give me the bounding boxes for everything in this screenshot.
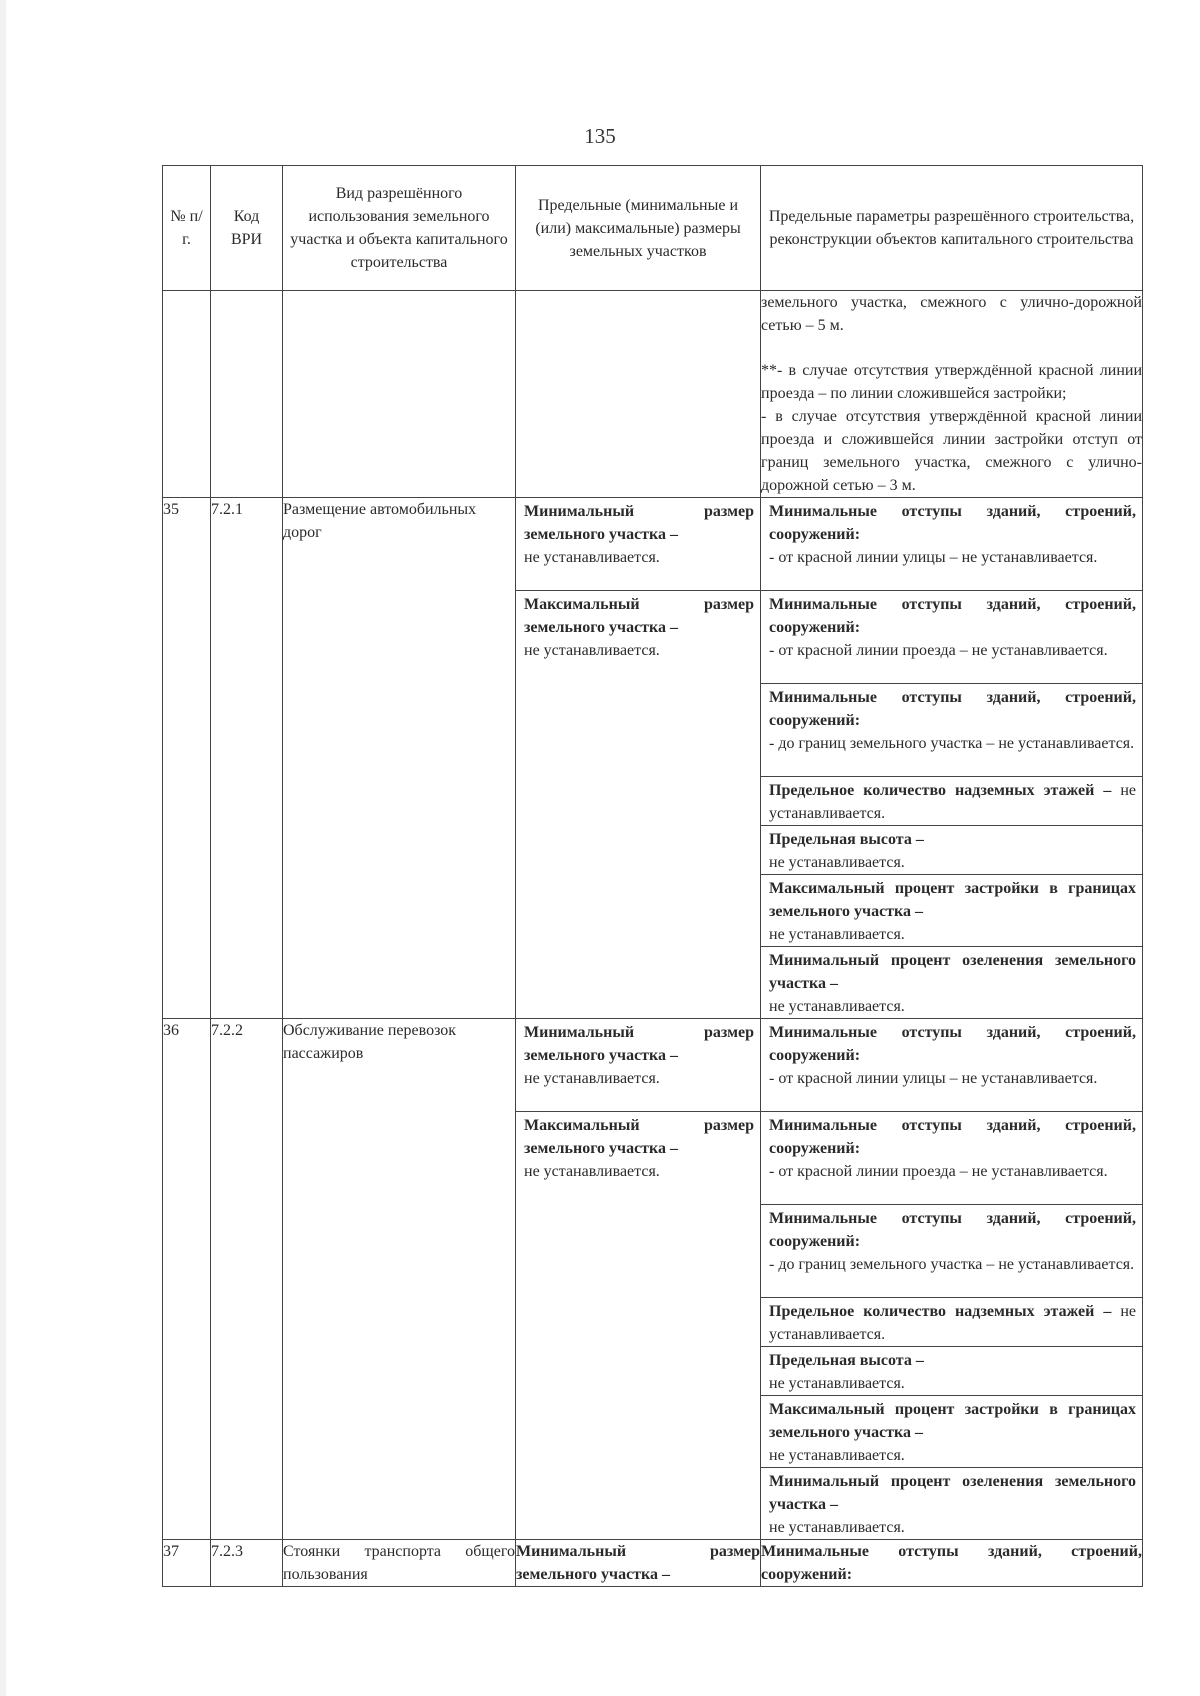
param-block: [761, 1111, 1142, 1204]
params-cell: [761, 498, 1143, 1019]
param-label: Минимальные отступы зданий, строений, сооружений:: [769, 503, 1136, 543]
size-value: не устанавливается.: [524, 1163, 660, 1180]
param-block: [761, 1346, 1142, 1395]
size-value: не устанавливается.: [524, 549, 660, 566]
param-label: Минимальные отступы зданий, строений, сооружений:: [769, 689, 1136, 729]
continuation-cell: [761, 291, 1143, 498]
table-row-continuation: [163, 291, 1143, 498]
param-label: Максимальный процент застройки в границах земельного участка –: [769, 1401, 1136, 1441]
continuation-text-1: земельного участка, смежного с улично-дорожной сетью – 5 м.: [761, 294, 1142, 334]
param-value: - от красной линии улицы – не устанавливается.: [769, 549, 1098, 566]
param-value: не устанавливается.: [769, 782, 1136, 822]
param-block: [761, 1019, 1142, 1111]
param-block: [761, 683, 1142, 776]
params-cell: [761, 1540, 1143, 1587]
param-value: - от красной линии улицы – не устанавливается.: [769, 1070, 1098, 1087]
param-label: Предельное количество надземных этажей –: [769, 1303, 1112, 1320]
scan-edge: [0, 0, 6, 1696]
param-block: [761, 1297, 1142, 1346]
table-row: [163, 1019, 1143, 1540]
param-value: не устанавливается.: [769, 1447, 905, 1464]
header-params: Предельные параметры разрешённого строительства, реконструкции объектов капитального строительства: [761, 166, 1143, 291]
param-value: не устанавливается.: [769, 1519, 905, 1536]
param-value: не устанавливается.: [769, 926, 905, 943]
param-value: - до границ земельного участка – не устанавливается.: [769, 1256, 1135, 1273]
header-num: № п/г.: [163, 166, 211, 291]
param-value: не устанавливается.: [769, 1303, 1136, 1343]
size-block: [516, 1019, 760, 1111]
param-label: Предельная высота –: [769, 831, 924, 848]
param-value: - от красной линии проезда – не устанавливается.: [769, 642, 1108, 659]
param-block: [761, 1467, 1142, 1539]
page-number: 135: [584, 124, 616, 148]
param-block: [761, 776, 1142, 825]
param-label: Минимальные отступы зданий, строений, сооружений:: [769, 1210, 1136, 1250]
param-value: не устанавливается.: [769, 1375, 905, 1392]
row-code: 7.2.2: [211, 1019, 283, 1540]
row-num: 37: [163, 1540, 211, 1587]
size-cell: [516, 498, 761, 1019]
header-type: Вид разрешённого использования земельного участка и объекта капитального строительства: [283, 166, 516, 291]
row-use-type: Размещение автомобильных дорог: [283, 498, 516, 1019]
param-block: [761, 874, 1142, 946]
header-size: Предельные (минимальные и (или) максимальные) размеры земельных участков: [516, 166, 761, 291]
param-label: Минимальные отступы зданий, строений, сооружений:: [769, 596, 1136, 636]
param-value: не устанавливается.: [769, 998, 905, 1015]
size-label: Максимальный размер земельного участка –: [524, 596, 754, 636]
size-label: Минимальный размер земельного участка –: [516, 1543, 760, 1583]
param-value: не устанавливается.: [769, 854, 905, 871]
size-value: не устанавливается.: [524, 1070, 660, 1087]
param-value: - до границ земельного участка – не устанавливается.: [769, 735, 1135, 752]
size-label: Минимальный размер земельного участка –: [524, 503, 754, 543]
param-block: [761, 498, 1142, 590]
param-block: [761, 1395, 1142, 1467]
table-row: [163, 1540, 1143, 1587]
row-code: 7.2.3: [211, 1540, 283, 1587]
param-block: [761, 946, 1142, 1018]
param-value: - от красной линии проезда – не устанавливается.: [769, 1163, 1108, 1180]
param-label: Предельное количество надземных этажей –: [769, 782, 1112, 799]
param-label: Предельная высота –: [769, 1352, 924, 1369]
size-value: не устанавливается.: [524, 642, 660, 659]
size-block: [516, 1111, 760, 1183]
size-label: Максимальный размер земельного участка –: [524, 1117, 754, 1157]
row-num: 36: [163, 1019, 211, 1540]
row-code: 7.2.1: [211, 498, 283, 1019]
row-use-type: Обслуживание перевозок пассажиров: [283, 1019, 516, 1540]
param-label: Минимальные отступы зданий, строений, сооружений:: [769, 1024, 1136, 1064]
param-label: Максимальный процент застройки в границах земельного участка –: [769, 880, 1136, 920]
param-block: [761, 590, 1142, 683]
continuation-text-3: - в случае отсутствия утверждённой красной линии проезда и сложившейся линии застройки отступ от границ земельного участка, смежного с улично-дорожной сетью – 3 м.: [761, 408, 1142, 494]
param-label: Минимальный процент озеленения земельного участка –: [769, 1473, 1136, 1513]
params-cell: [761, 1019, 1143, 1540]
size-cell: [516, 1019, 761, 1540]
param-label: Минимальный процент озеленения земельного участка –: [769, 952, 1136, 992]
param-block: [761, 825, 1142, 874]
header-code: Код ВРИ: [211, 166, 283, 291]
param-label: Минимальные отступы зданий, строений, сооружений:: [769, 1117, 1136, 1157]
size-cell: [516, 1540, 761, 1587]
row-use-type: Стоянки транспорта общего пользования: [283, 1540, 516, 1587]
row-num: 35: [163, 498, 211, 1019]
regulations-table: [162, 165, 1143, 1587]
param-label: Минимальные отступы зданий, строений, сооружений:: [761, 1543, 1142, 1583]
size-label: Минимальный размер земельного участка –: [524, 1024, 754, 1064]
table-header-row: [163, 166, 1143, 291]
size-block: [516, 590, 760, 662]
size-block: [516, 498, 760, 590]
table-row: [163, 498, 1143, 1019]
continuation-text-2: **- в случае отсутствия утверждённой красной линии проезда – по линии сложившейся застройки;: [761, 362, 1142, 402]
param-block: [761, 1204, 1142, 1297]
